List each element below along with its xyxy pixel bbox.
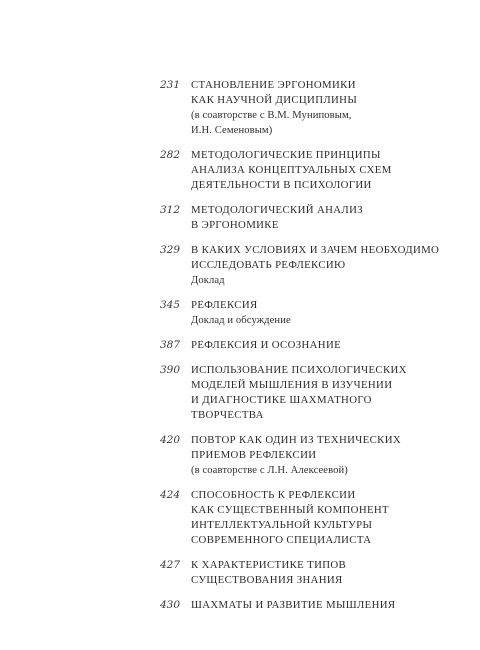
toc-title-line: АНАЛИЗА КОНЦЕПТУАЛЬНЫХ СХЕМ xyxy=(191,164,392,176)
toc-page-number: 424 xyxy=(160,489,181,501)
toc-entry-body xyxy=(190,148,460,193)
toc-title-line: РЕФЛЕКСИЯ xyxy=(191,299,258,311)
toc-title-line: ДЕЯТЕЛЬНОСТИ В ПСИХОЛОГИИ xyxy=(191,179,372,191)
toc-title-line: ИССЛЕДОВАТЬ РЕФЛЕКСИЮ xyxy=(191,259,346,271)
toc-title-line: КАК СУЩЕСТВЕННЫЙ КОМПОНЕНТ xyxy=(191,504,389,516)
toc-title-line: ИНТЕЛЛЕКТУАЛЬНОЙ КУЛЬТУРЫ xyxy=(191,519,373,531)
toc-title-line: В ЭРГОНОМИКЕ xyxy=(191,219,279,231)
toc-title-line: ПРИЕМОВ РЕФЛЕКСИИ xyxy=(191,449,317,461)
toc-title-line: ШАХМАТЫ И РАЗВИТИЕ МЫШЛЕНИЯ xyxy=(191,599,396,611)
toc-title-line: ТВОРЧЕСТВА xyxy=(191,409,264,421)
toc-title-line: СТАНОВЛЕНИЕ ЭРГОНОМИКИ xyxy=(191,79,356,91)
toc-entry-body xyxy=(190,433,460,478)
toc-entry xyxy=(160,433,460,478)
toc-title-line: КАК НАУЧНОЙ ДИСЦИПЛИНЫ xyxy=(191,94,358,106)
toc-title-line: МЕТОДОЛОГИЧЕСКИЙ АНАЛИЗ xyxy=(191,204,363,216)
table-of-contents xyxy=(160,78,460,623)
toc-page-number: 430 xyxy=(160,599,181,611)
toc-entry-body xyxy=(190,243,460,288)
toc-title-line: РЕФЛЕКСИЯ И ОСОЗНАНИЕ xyxy=(191,339,342,351)
toc-note-line: Доклад xyxy=(191,275,225,286)
toc-entry xyxy=(160,298,460,328)
toc-page-number: 329 xyxy=(160,244,181,256)
toc-title-line: СОВРЕМЕННОГО СПЕЦИАЛИСТА xyxy=(191,534,372,546)
toc-page-number: 231 xyxy=(160,79,181,91)
toc-note-line: (в соавторстве с Л.Н. Алексеевой) xyxy=(191,465,348,476)
toc-entry-body xyxy=(190,598,460,613)
toc-entry-body xyxy=(190,298,460,328)
toc-page-number: 282 xyxy=(160,149,181,161)
toc-entry xyxy=(160,598,460,613)
toc-title-line: СУЩЕСТВОВАНИЯ ЗНАНИЯ xyxy=(191,574,343,586)
toc-entry-body xyxy=(190,558,460,588)
toc-entry xyxy=(160,488,460,548)
toc-title-line: К ХАРАКТЕРИСТИКЕ ТИПОВ xyxy=(191,559,347,571)
toc-title-line: СПОСОБНОСТЬ К РЕФЛЕКСИИ xyxy=(191,489,356,501)
toc-title-line: И ДИАГНОСТИКЕ ШАХМАТНОГО xyxy=(191,394,372,406)
toc-page-number: 387 xyxy=(160,339,181,351)
toc-note-line: (в соавторстве с В.М. Муниповым, xyxy=(191,110,352,121)
toc-page-number: 345 xyxy=(160,299,181,311)
toc-title-line: ИСПОЛЬЗОВАНИЕ ПСИХОЛОГИЧЕСКИХ xyxy=(191,364,407,376)
toc-page-number: 420 xyxy=(160,434,181,446)
toc-title-line: В КАКИХ УСЛОВИЯХ И ЗАЧЕМ НЕОБХОДИМО xyxy=(191,244,440,256)
toc-note-line: Доклад и обсуждение xyxy=(191,315,291,326)
toc-entry xyxy=(160,363,460,423)
toc-entry xyxy=(160,243,460,288)
toc-entry-body xyxy=(190,338,460,353)
toc-entry xyxy=(160,78,460,138)
toc-entry xyxy=(160,148,460,193)
toc-title-line: ПОВТОР КАК ОДИН ИЗ ТЕХНИЧЕСКИХ xyxy=(191,434,402,446)
toc-entry-body xyxy=(190,488,460,548)
toc-page-number: 390 xyxy=(160,364,181,376)
toc-entry xyxy=(160,203,460,233)
toc-title-line: МОДЕЛЕЙ МЫШЛЕНИЯ В ИЗУЧЕНИИ xyxy=(191,379,393,391)
toc-entry-body xyxy=(190,363,460,423)
toc-entry xyxy=(160,558,460,588)
toc-page-number: 312 xyxy=(160,204,181,216)
toc-entry-body xyxy=(190,203,460,233)
toc-entry xyxy=(160,338,460,353)
toc-page-number: 427 xyxy=(160,559,181,571)
toc-title-line: МЕТОДОЛОГИЧЕСКИЕ ПРИНЦИПЫ xyxy=(191,149,381,161)
toc-entry-body xyxy=(190,78,460,138)
toc-note-line: И.Н. Семеновым) xyxy=(191,125,273,136)
